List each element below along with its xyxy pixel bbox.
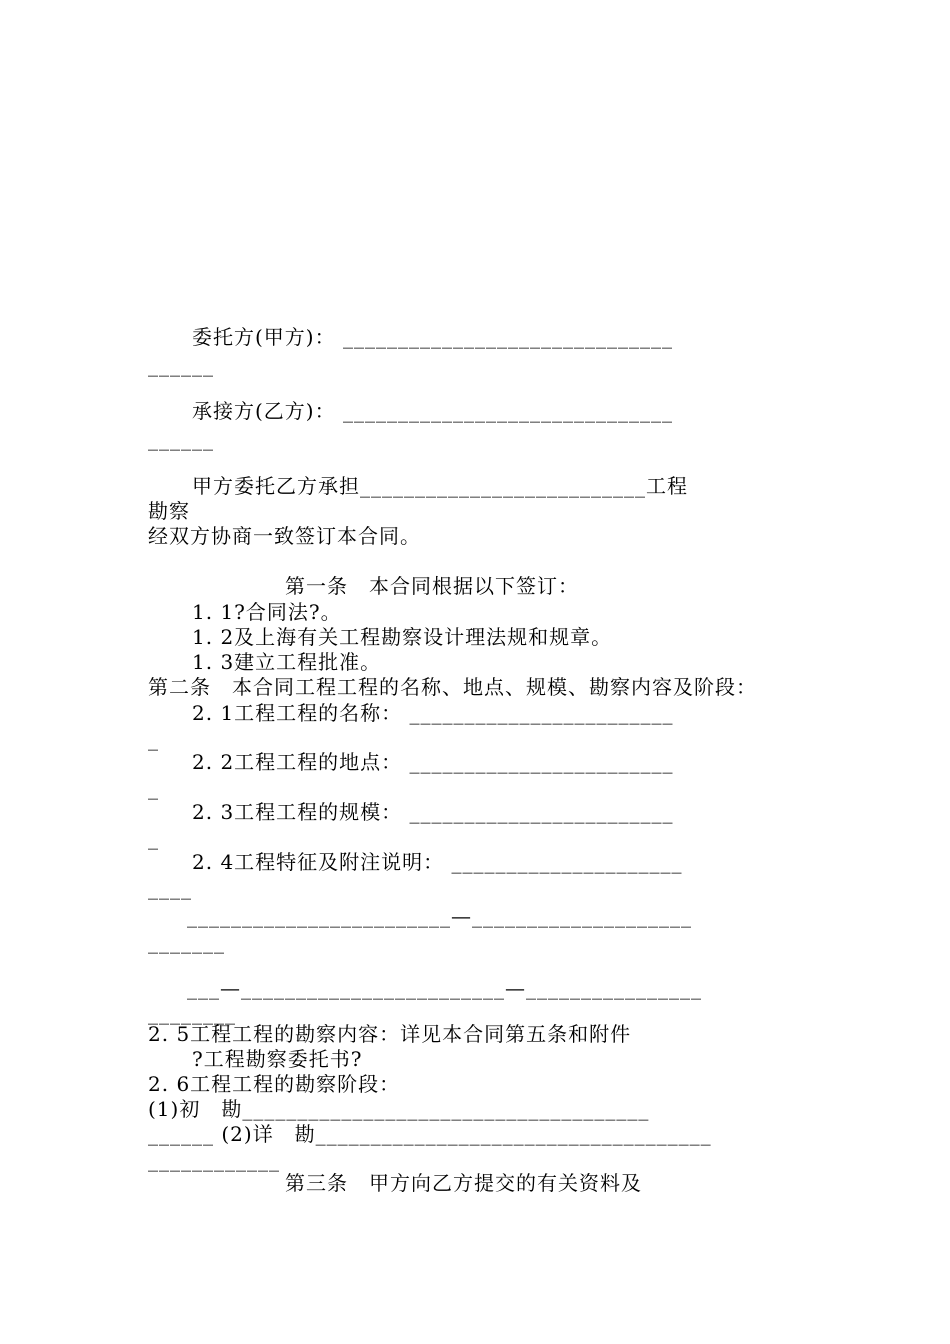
- blank-line-2-cont: ________: [148, 1001, 236, 1025]
- article-1-heading: 第一条 本合同根据以下签订：: [285, 574, 579, 598]
- party-a-line: 委托方(甲方)： ______________________________: [192, 325, 673, 349]
- clause-2-3: 2. 3工程工程的规模： ________________________: [192, 800, 674, 824]
- clause-2-1-cont: _: [148, 727, 159, 751]
- clause-1-2: 1. 2及上海有关工程勘察设计理法规和规章。: [192, 625, 613, 649]
- party-b-line: 承接方(乙方)： ______________________________: [192, 399, 673, 423]
- clause-2-4-cont: ____: [148, 876, 192, 900]
- clause-2-5: 2. 5工程工程的勘察内容：详见本合同第五条和附件: [148, 1022, 632, 1046]
- clause-2-1: 2. 1工程工程的名称： ________________________: [192, 701, 674, 725]
- clause-2-2-cont: _: [148, 776, 159, 800]
- clause-1-3: 1. 3建立工程批准。: [192, 650, 382, 674]
- commission-line-cont: 勘察: [148, 499, 190, 523]
- clause-2-4: 2. 4工程特征及附注说明： _____________________: [192, 850, 683, 874]
- clause-1-1: 1. 1?合同法?。: [192, 600, 342, 624]
- party-a-line-cont: ______: [148, 353, 214, 377]
- article-2-heading: 第二条 本合同工程工程的名称、地点、规模、勘察内容及阶段：: [148, 675, 757, 699]
- clause-2-5-cont: ?工程勘察委托书?: [192, 1047, 363, 1071]
- agreement-line: 经双方协商一致签订本合同。: [148, 524, 421, 548]
- preliminary-survey-line: (1)初 勘_____________________________________: [148, 1097, 650, 1121]
- party-b-line-cont: ______: [148, 427, 214, 451]
- detailed-survey-line-cont: ____________: [148, 1148, 280, 1172]
- clause-2-6: 2. 6工程工程的勘察阶段：: [148, 1072, 401, 1096]
- blank-line-1-cont: _______: [148, 930, 225, 954]
- commission-line: 甲方委托乙方承担__________________________工程: [192, 474, 688, 498]
- article-3-heading: 第三条 甲方向乙方提交的有关资料及: [285, 1171, 642, 1195]
- blank-line-2: ___—________________________—________________: [187, 976, 702, 1000]
- detailed-survey-line: ______ (2)详 勘____________________________________: [148, 1122, 712, 1146]
- blank-line-1: ________________________—____________________: [187, 904, 692, 928]
- clause-2-3-cont: _: [148, 826, 159, 850]
- clause-2-2: 2. 2工程工程的地点： ________________________: [192, 750, 674, 774]
